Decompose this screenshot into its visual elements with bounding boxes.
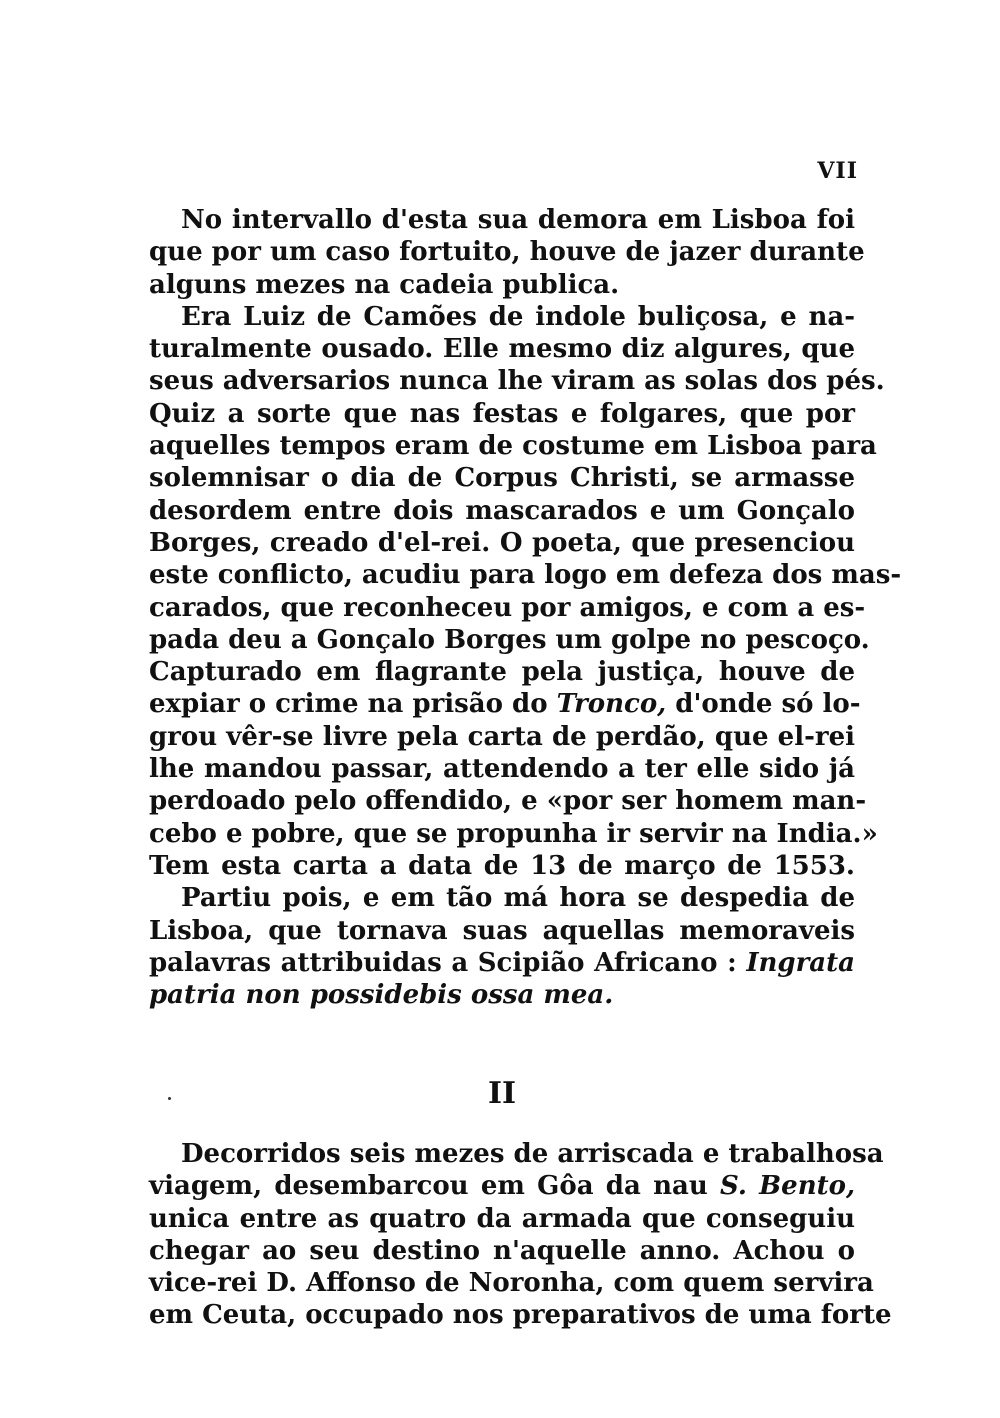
latin-quote-line: patria non possidebis ossa mea. [149,980,614,1011]
text-line: turalmente ousado. Elle mesmo diz algures, que [149,334,855,365]
line-text: viagem, desembarcou em Gôa da nau [149,1171,721,1202]
text-line: desordem entre dois mascarados e um Gonçalo [149,495,855,526]
text-line: Borges, creado d'el-rei. O poeta, que presenciou [149,527,855,558]
text-line: alguns mezes na cadeia publica. [149,269,620,300]
text-line: pada deu a Gonçalo Borges um golpe no pescoço. [149,624,870,655]
text-line: chegar ao seu destino n'aquelle anno. Achou o [149,1235,855,1266]
text-line: Quiz a sorte que nas festas e folgares, que por [149,398,855,429]
text-line: Capturado em flagrante pela justiça, houve de [149,657,855,688]
text-line: Tem esta carta a data de 13 de março de 1553. [149,850,855,881]
text-line: aquelles tempos eram de costume em Lisboa para [149,431,877,462]
line-text: expiar o crime na prisão do [149,689,557,720]
text-line: cebo e pobre, que se propunha ir servir na India.» [149,818,878,849]
italic-word-ingrata: Ingrata [746,947,855,978]
text-line-with-italic [149,1170,855,1202]
text-line: em Ceuta, occupado nos preparativos de uma forte [149,1300,892,1331]
text-line: lhe mandou passar, attendendo a ter elle sido já [149,754,855,785]
text-line-with-italic [149,688,861,720]
paragraph-block-section-2 [149,1138,892,1332]
text-line: carados, que reconheceu por amigos, e com a es- [149,592,866,623]
text-line: Lisboa, que tornava suas aquellas memoraveis [149,915,855,946]
text-line: que por um caso fortuito, houve de jazer durante [149,237,865,268]
line-text: palavras attribuidas a Scipião Africano : [149,947,747,978]
text-line: vice-rei D. Affonso de Noronha, com quem servira [149,1268,874,1299]
text-line: Partiu pois, e em tão má hora se despedia de [181,883,855,914]
text-line: solemnisar o dia de Corpus Christi, se armasse [149,463,855,494]
italic-word-tronco: Tronco, [556,689,667,720]
text-line: seus adversarios nunca lhe viram as solas dos pés. [149,366,885,397]
text-line: este conflicto, acudiu para logo em defeza dos mas- [149,560,902,591]
line-text: d'onde só lo- [666,689,861,720]
italic-ship-name: S. Bento, [720,1171,856,1202]
paragraph-block-section-1 [149,204,902,1011]
section-heading: II [487,1076,517,1111]
page-number: VII [817,158,858,184]
text-line: Era Luiz de Camões de indole buliçosa, e na- [181,301,855,332]
text-line: Decorridos seis mezes de arriscada e trabalhosa [181,1139,884,1169]
text-line-with-italic [149,947,855,979]
text-line: unica entre as quatro da armada que conseguiu [149,1203,855,1234]
text-line: grou vêr-se livre pela carta de perdão, que el-rei [149,721,855,752]
text-line: No intervallo d'esta sua demora em Lisboa foi [181,205,855,235]
text-line: perdoado pelo offendido, e «por ser homem man- [149,786,867,817]
